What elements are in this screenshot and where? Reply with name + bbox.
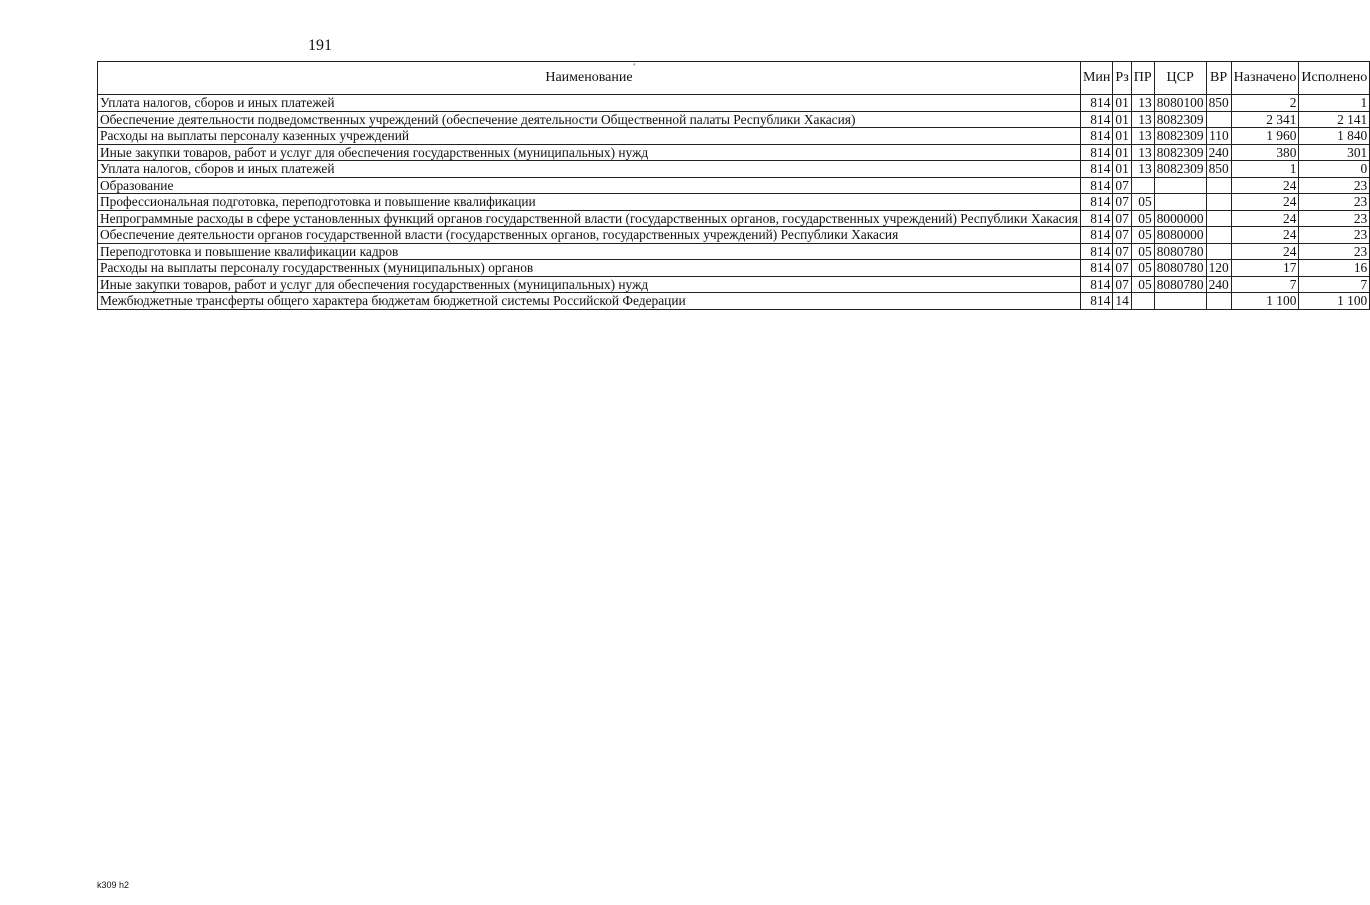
cell-rz: 07 xyxy=(1113,276,1131,293)
table-row xyxy=(98,194,1370,211)
cell-pr: 05 xyxy=(1131,194,1154,211)
cell-pr: 13 xyxy=(1131,111,1154,128)
cell-pr: 05 xyxy=(1131,243,1154,260)
cell-csr: 8082309 xyxy=(1154,144,1206,161)
cell-rz: 01 xyxy=(1113,95,1131,112)
page-number: 191 xyxy=(308,37,332,54)
header-rz: Рз xyxy=(1113,62,1131,95)
cell-pr: 05 xyxy=(1131,260,1154,277)
cell-pr: 13 xyxy=(1131,144,1154,161)
cell-min: 814 xyxy=(1080,111,1112,128)
cell-executed: 301 xyxy=(1299,144,1370,161)
cell-vr: 110 xyxy=(1206,128,1231,145)
cell-min: 814 xyxy=(1080,128,1112,145)
cell-name: Профессиональная подготовка, переподготовка и повышение квалификации xyxy=(98,194,1081,211)
cell-rz: 07 xyxy=(1113,194,1131,211)
cell-min: 814 xyxy=(1080,194,1112,211)
cell-vr: 120 xyxy=(1206,260,1231,277)
table-row xyxy=(98,210,1370,227)
table-row xyxy=(98,260,1370,277)
cell-vr xyxy=(1206,194,1231,211)
header-csr: ЦСР xyxy=(1154,62,1206,95)
cell-executed: 1 100 xyxy=(1299,293,1370,310)
cell-executed: 2 141 xyxy=(1299,111,1370,128)
cell-assigned: 2 341 xyxy=(1231,111,1299,128)
budget-table xyxy=(97,61,1370,310)
header-name: Наименование xyxy=(98,62,1081,95)
cell-min: 814 xyxy=(1080,210,1112,227)
cell-executed: 1 xyxy=(1299,95,1370,112)
cell-executed: 1 840 xyxy=(1299,128,1370,145)
table-row xyxy=(98,111,1370,128)
cell-vr xyxy=(1206,243,1231,260)
cell-pr: 05 xyxy=(1131,227,1154,244)
cell-name: Уплата налогов, сборов и иных платежей xyxy=(98,95,1081,112)
table-row xyxy=(98,243,1370,260)
cell-assigned: 24 xyxy=(1231,177,1299,194)
cell-csr: 8080000 xyxy=(1154,227,1206,244)
cell-vr: 850 xyxy=(1206,161,1231,178)
cell-name: Межбюджетные трансферты общего характера бюджетам бюджетной системы Российской Федерации xyxy=(98,293,1081,310)
cell-min: 814 xyxy=(1080,293,1112,310)
table-row xyxy=(98,177,1370,194)
cell-vr: 850 xyxy=(1206,95,1231,112)
cell-name: Образование xyxy=(98,177,1081,194)
cell-vr: 240 xyxy=(1206,144,1231,161)
table-row xyxy=(98,161,1370,178)
cell-min: 814 xyxy=(1080,144,1112,161)
table-row xyxy=(98,144,1370,161)
cell-rz: 07 xyxy=(1113,177,1131,194)
cell-pr: 05 xyxy=(1131,210,1154,227)
cell-pr: 13 xyxy=(1131,95,1154,112)
cell-csr: 8080780 xyxy=(1154,276,1206,293)
cell-rz: 01 xyxy=(1113,111,1131,128)
cell-executed: 23 xyxy=(1299,227,1370,244)
cell-min: 814 xyxy=(1080,243,1112,260)
cell-rz: 07 xyxy=(1113,210,1131,227)
cell-assigned: 1 xyxy=(1231,161,1299,178)
table-header-row xyxy=(98,62,1370,95)
cell-name: Переподготовка и повышение квалификации кадров xyxy=(98,243,1081,260)
cell-pr xyxy=(1131,177,1154,194)
cell-min: 814 xyxy=(1080,227,1112,244)
cell-name: Расходы на выплаты персоналу государственных (муниципальных) органов xyxy=(98,260,1081,277)
cell-assigned: 17 xyxy=(1231,260,1299,277)
cell-assigned: 24 xyxy=(1231,194,1299,211)
cell-csr: 8000000 xyxy=(1154,210,1206,227)
header-min: Мин xyxy=(1080,62,1112,95)
header-vr: ВР xyxy=(1206,62,1231,95)
cell-assigned: 24 xyxy=(1231,243,1299,260)
cell-executed: 0 xyxy=(1299,161,1370,178)
cell-executed: 23 xyxy=(1299,210,1370,227)
cell-assigned: 2 xyxy=(1231,95,1299,112)
cell-name: Обеспечение деятельности подведомственных учреждений (обеспечение деятельности Общественной палаты Республики Хакасия) xyxy=(98,111,1081,128)
table-body xyxy=(98,95,1370,310)
cell-csr: 8082309 xyxy=(1154,128,1206,145)
cell-csr: 8082309 xyxy=(1154,111,1206,128)
cell-vr xyxy=(1206,177,1231,194)
cell-rz: 07 xyxy=(1113,260,1131,277)
cell-rz: 01 xyxy=(1113,144,1131,161)
cell-executed: 23 xyxy=(1299,194,1370,211)
cell-vr xyxy=(1206,227,1231,244)
cell-csr: 8080780 xyxy=(1154,243,1206,260)
cell-name: Иные закупки товаров, работ и услуг для обеспечения государственных (муниципальных) нужд xyxy=(98,276,1081,293)
cell-assigned: 24 xyxy=(1231,210,1299,227)
cell-pr: 13 xyxy=(1131,128,1154,145)
cell-rz: 07 xyxy=(1113,243,1131,260)
cell-name: Обеспечение деятельности органов государственной власти (государственных органов, государственных учреждений) Республики Хакасия xyxy=(98,227,1081,244)
cell-executed: 16 xyxy=(1299,260,1370,277)
cell-assigned: 1 100 xyxy=(1231,293,1299,310)
cell-min: 814 xyxy=(1080,260,1112,277)
cell-csr xyxy=(1154,194,1206,211)
cell-min: 814 xyxy=(1080,177,1112,194)
cell-assigned: 1 960 xyxy=(1231,128,1299,145)
cell-min: 814 xyxy=(1080,161,1112,178)
cell-vr: 240 xyxy=(1206,276,1231,293)
cell-csr: 8080100 xyxy=(1154,95,1206,112)
cell-csr xyxy=(1154,293,1206,310)
table-row xyxy=(98,128,1370,145)
table-row xyxy=(98,227,1370,244)
cell-vr xyxy=(1206,293,1231,310)
cell-csr: 8080780 xyxy=(1154,260,1206,277)
cell-name: Расходы на выплаты персоналу казенных учреждений xyxy=(98,128,1081,145)
cell-executed: 23 xyxy=(1299,177,1370,194)
cell-pr: 05 xyxy=(1131,276,1154,293)
cell-vr xyxy=(1206,111,1231,128)
cell-executed: 23 xyxy=(1299,243,1370,260)
cell-vr xyxy=(1206,210,1231,227)
cell-pr xyxy=(1131,293,1154,310)
cell-pr: 13 xyxy=(1131,161,1154,178)
cell-min: 814 xyxy=(1080,276,1112,293)
cell-csr xyxy=(1154,177,1206,194)
header-executed: Исполнено xyxy=(1299,62,1370,95)
cell-assigned: 380 xyxy=(1231,144,1299,161)
cell-rz: 14 xyxy=(1113,293,1131,310)
footer-code: k309 h2 xyxy=(97,880,130,890)
header-pr: ПР xyxy=(1131,62,1154,95)
cell-executed: 7 xyxy=(1299,276,1370,293)
cell-name: Уплата налогов, сборов и иных платежей xyxy=(98,161,1081,178)
cell-name: Иные закупки товаров, работ и услуг для обеспечения государственных (муниципальных) нужд xyxy=(98,144,1081,161)
cell-min: 814 xyxy=(1080,95,1112,112)
table-row xyxy=(98,293,1370,310)
cell-name: Непрограммные расходы в сфере установленных функций органов государственной власти (государственных органов, государственных учреждений) Республики Хакасия xyxy=(98,210,1081,227)
cell-rz: 01 xyxy=(1113,161,1131,178)
cell-csr: 8082309 xyxy=(1154,161,1206,178)
cell-rz: 01 xyxy=(1113,128,1131,145)
edge-mark: ‘ xyxy=(632,62,636,73)
cell-assigned: 24 xyxy=(1231,227,1299,244)
header-assigned: Назначено xyxy=(1231,62,1299,95)
table-row xyxy=(98,95,1370,112)
cell-rz: 07 xyxy=(1113,227,1131,244)
cell-assigned: 7 xyxy=(1231,276,1299,293)
table-row xyxy=(98,276,1370,293)
